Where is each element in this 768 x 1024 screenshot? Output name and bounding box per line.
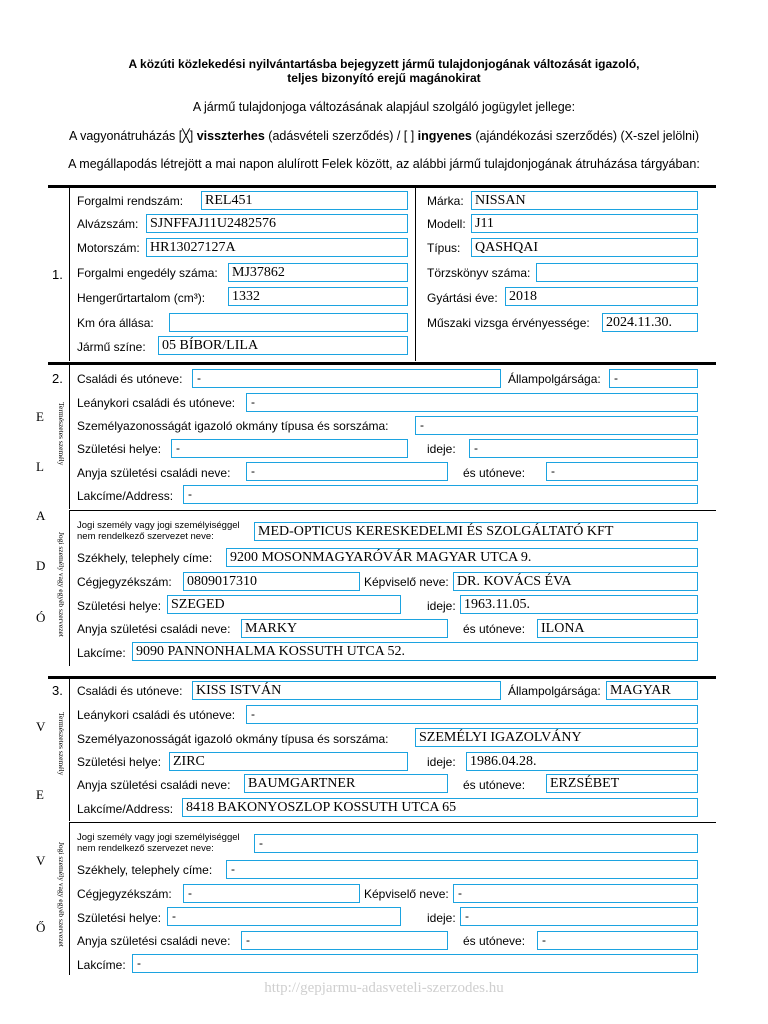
buyer-regno-label: Cégjegyzékszám: [77, 887, 172, 901]
buyer-regno-field[interactable]: - [183, 884, 360, 903]
seller-rep-label: Képviselő neve: [364, 575, 449, 589]
seller-maiden-field[interactable]: - [246, 393, 698, 412]
buyer-seat-label: Székhely, telephely címe: [77, 863, 213, 877]
buyer-citizenship-label: Állampolgársága: [508, 684, 601, 698]
displacement-field[interactable]: 1332 [228, 287, 408, 306]
buyer-org-label-line2: nem rendelkező szervezet neve: [77, 843, 214, 854]
paid-checkbox-mark[interactable]: ╳ [182, 129, 190, 143]
type-label: Típus: [427, 241, 461, 255]
seller-mother-field[interactable]: - [246, 462, 448, 481]
buyer-rep-label: Képviselő neve: [364, 887, 449, 901]
buyer-side-letter-3: V [36, 853, 46, 868]
plate-label: Forgalmi rendszám: [77, 194, 184, 208]
seller-natural-divider [69, 364, 70, 509]
buyer-rep-mother-label: Anyja születési családi neve: [77, 934, 231, 948]
seller-side-letter-4: D [36, 558, 46, 573]
seller-rep-birthdate-label: ideje: [427, 599, 456, 613]
seller-rep-birthplace-field[interactable]: SZEGED [167, 595, 401, 614]
buyer-top-border [48, 676, 716, 679]
seller-side-letter-5: Ó [36, 610, 46, 625]
seller-legal-divider [69, 511, 70, 666]
seller-mother-first-label: és utóneve: [463, 466, 526, 480]
buyer-name-field[interactable]: KISS ISTVÁN [192, 681, 501, 700]
buyer-seat-field[interactable]: - [226, 860, 698, 879]
color-field[interactable]: 05 BÍBOR/LILA [158, 336, 408, 355]
free-description: (ajándékozási szerződés) (X-szel jelölni) [471, 129, 700, 143]
plate-field[interactable]: REL451 [201, 191, 408, 210]
document-title-line2: teljes bizonyító erejű magánokirat [287, 71, 481, 85]
vin-field[interactable]: SJNFFAJ11U2482576 [146, 214, 408, 233]
seller-org-label [77, 520, 240, 542]
seller-mother-label: Anyja születési családi neve: [77, 466, 231, 480]
buyer-birthdate-field[interactable]: 1986.04.28. [466, 752, 698, 771]
seller-maiden-label: Leánykori családi és utóneve: [77, 396, 236, 410]
seller-org-label-line1: Jogi személy vagy jogi személyiséggel [77, 520, 240, 531]
seller-rep-birthplace-label: Születési helye: [77, 599, 162, 613]
seller-rep-mother-label: Anyja születési családi neve: [77, 622, 231, 636]
vehicle-left-divider [69, 186, 70, 361]
buyer-org-label-line1: Jogi személy vagy jogi személyiséggel [77, 832, 240, 843]
buyer-birthplace-field[interactable]: ZIRC [169, 752, 408, 771]
seller-side-letter-2: L [36, 459, 44, 474]
seller-rep-mother-first-field[interactable]: ILONA [537, 619, 698, 638]
buyer-maiden-field[interactable]: - [246, 705, 698, 724]
title-doc-field[interactable] [536, 263, 698, 282]
buyer-rep-address-label: Lakcíme: [77, 958, 126, 972]
buyer-rep-birthdate-field[interactable]: - [460, 907, 698, 926]
section-number-3: 3. [52, 683, 63, 698]
buyer-legal-divider [69, 823, 70, 975]
year-field[interactable]: 2018 [505, 287, 698, 306]
buyer-mid-line [69, 822, 716, 823]
buyer-id-label: Személyazonosságát igazoló okmány típusa és sorszáma: [77, 732, 389, 746]
seller-id-field[interactable]: - [415, 416, 698, 435]
seller-birthdate-field[interactable]: - [469, 439, 698, 458]
section-number-1: 1. [52, 267, 63, 282]
buyer-side-letter-2: E [36, 787, 44, 802]
buyer-citizenship-field[interactable]: MAGYAR [606, 681, 698, 700]
buyer-mother-label: Anyja születési családi neve: [77, 778, 231, 792]
seller-citizenship-field[interactable]: - [609, 369, 698, 388]
transaction-type-subtitle: A jármű tulajdonjoga változásának alapjául szolgáló jogügylet jellege: [192, 100, 576, 114]
buyer-natural-divider [69, 678, 70, 821]
seller-mid-line [69, 510, 716, 511]
seller-name-label: Családi és utóneve: [77, 372, 183, 386]
buyer-rep-birthdate-label: ideje: [427, 911, 456, 925]
paid-label: visszterhes [196, 129, 265, 143]
free-label: ingyenes [417, 129, 472, 143]
buyer-side-letter-1: V [36, 719, 46, 734]
seller-rep-field[interactable]: DR. KOVÁCS ÉVA [453, 572, 698, 591]
buyer-name-label: Családi és utóneve: [77, 684, 183, 698]
seller-citizenship-label: Állampolgársága: [508, 372, 601, 386]
type-prefix: A vagyonátruházás [ [68, 129, 183, 143]
engine-label: Motorszám: [77, 241, 140, 255]
year-label: Gyártási éve: [427, 291, 498, 305]
km-label: Km óra állása: [77, 316, 154, 330]
seller-rep-mother-first-label: és utóneve: [463, 622, 526, 636]
seller-org-field[interactable]: MED-OPTICUS KERESKEDELMI ÉS SZOLGÁLTATÓ KFT [254, 522, 698, 541]
reg-doc-field[interactable]: MJ37862 [228, 263, 408, 282]
km-field[interactable] [169, 313, 408, 332]
document-title-line1: A közúti közlekedési nyilvántartásba bejegyzett jármű tulajdonjogának változását igazoló, [128, 57, 640, 71]
buyer-birthdate-label: ideje: [427, 755, 456, 769]
seller-legal-vertical-label: Jogi személy vagy egyéb szervezet [57, 532, 66, 637]
seller-regno-field[interactable]: 0809017310 [183, 572, 360, 591]
vin-label: Alvázszám: [77, 217, 139, 231]
buyer-rep-field[interactable]: - [453, 884, 698, 903]
seller-mother-first-field[interactable]: - [546, 462, 698, 481]
seller-regno-label: Cégjegyzékszám: [77, 575, 172, 589]
seller-side-letter-3: A [36, 508, 46, 523]
table-top-border [48, 185, 716, 188]
seller-rep-mother-field[interactable]: MARKY [241, 619, 448, 638]
reg-doc-label: Forgalmi engedély száma: [77, 266, 218, 280]
buyer-rep-mother-first-label: és utóneve: [463, 934, 526, 948]
watermark-url: http://gepjarmu-adasveteli-szerzodes.hu [264, 980, 504, 996]
agreement-intro: A megállapodás létrejött a mai napon alulírott Felek között, az alábbi jármű tulajdonjogának átruházása tárgyában: [68, 157, 700, 171]
displacement-label: Hengerűrtartalom (cm³): [77, 291, 206, 305]
title-doc-label: Törzskönyv száma: [427, 266, 531, 280]
seller-birthplace-label: Születési helye: [77, 442, 162, 456]
seller-seat-label: Székhely, telephely címe: [77, 551, 213, 565]
buyer-side-letter-4: Ő [36, 920, 46, 935]
color-label: Jármű színe: [77, 340, 146, 354]
buyer-rep-mother-first-field[interactable]: - [537, 931, 698, 950]
buyer-rep-birthplace-label: Születési helye: [77, 911, 162, 925]
seller-rep-birthdate-field[interactable]: 1963.11.05. [460, 595, 698, 614]
buyer-birthplace-label: Születési helye: [77, 755, 162, 769]
section-number-2: 2. [52, 371, 63, 386]
buyer-org-field[interactable]: - [254, 834, 698, 853]
buyer-id-field[interactable]: SZEMÉLYI IGAZOLVÁNY [415, 728, 698, 747]
transaction-type-line [0, 128, 768, 143]
seller-name-field[interactable]: - [192, 369, 501, 388]
buyer-mother-first-field[interactable]: ERZSÉBET [546, 774, 698, 793]
seller-birthplace-field[interactable]: - [171, 439, 408, 458]
buyer-rep-mother-field[interactable]: - [241, 931, 448, 950]
buyer-mother-field[interactable]: BAUMGARTNER [244, 774, 448, 793]
buyer-maiden-label: Leánykori családi és utóneve: [77, 708, 236, 722]
type-after-mark: ] [189, 129, 197, 143]
brand-field[interactable]: NISSAN [471, 191, 698, 210]
inspection-field[interactable]: 2024.11.30. [602, 313, 698, 332]
model-label: Modell: [427, 217, 466, 231]
inspection-label: Műszaki vizsga érvényessége: [427, 316, 590, 330]
buyer-address-label: Lakcíme/Address: [77, 802, 174, 816]
seller-org-label-line2: nem rendelkező szervezet neve: [77, 531, 214, 542]
engine-field[interactable]: HR13027127A [146, 238, 408, 257]
buyer-org-label [77, 832, 240, 854]
brand-label: Márka: [427, 194, 464, 208]
buyer-legal-vertical-label: Jogi személy vagy egyéb szervezet [57, 842, 66, 947]
model-field[interactable]: J11 [471, 214, 698, 233]
seller-rep-address-label: Lakcíme: [77, 646, 126, 660]
seller-address-field[interactable]: - [183, 485, 698, 504]
seller-seat-field[interactable]: 9200 MOSONMAGYARÓVÁR MAGYAR UTCA 9. [226, 548, 698, 567]
buyer-rep-birthplace-field[interactable]: - [167, 907, 401, 926]
paid-description: (adásvételi szerződés) / [ ] [264, 129, 418, 143]
buyer-rep-address-field[interactable]: - [132, 954, 698, 973]
seller-birthdate-label: ideje: [427, 442, 456, 456]
buyer-address-field[interactable]: 8418 BAKONYOSZLOP KOSSUTH UTCA 65 [182, 798, 698, 817]
seller-id-label: Személyazonosságát igazoló okmány típusa és sorszáma: [77, 419, 389, 433]
seller-address-label: Lakcíme/Address: [77, 489, 174, 503]
vehicle-mid-divider [415, 186, 416, 361]
seller-side-letter-1: E [36, 409, 44, 424]
type-field[interactable]: QASHQAI [471, 238, 698, 257]
seller-natural-vertical-label: Természetes személy [57, 402, 66, 466]
buyer-mother-first-label: és utóneve: [463, 778, 526, 792]
buyer-natural-vertical-label: Természetes személy [57, 712, 66, 776]
seller-rep-address-field[interactable]: 9090 PANNONHALMA KOSSUTH UTCA 52. [132, 642, 698, 661]
seller-top-border [48, 362, 716, 365]
